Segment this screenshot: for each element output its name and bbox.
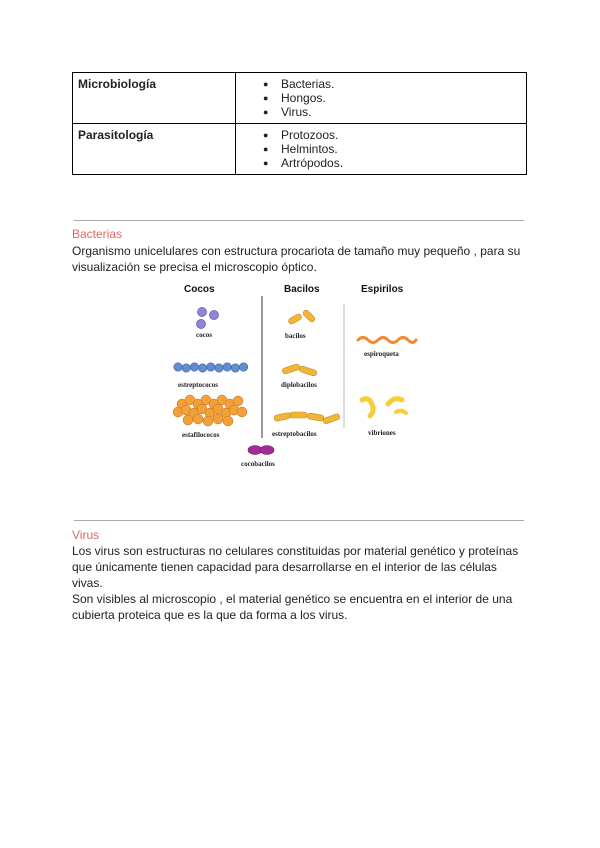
label-espiroqueta: espiroqueta xyxy=(364,350,399,358)
virus-text xyxy=(72,543,530,623)
header-bacilos: Bacilos xyxy=(284,284,320,295)
bacteria-illustration xyxy=(168,280,438,474)
estreptobacilos-shape xyxy=(274,412,341,425)
section-divider xyxy=(74,520,524,521)
header-cocos: Cocos xyxy=(184,284,215,295)
cocobacilos-shape xyxy=(248,446,274,455)
espiroqueta-shape xyxy=(358,338,416,343)
bullet-list xyxy=(241,77,521,119)
virus-paragraph: Son visibles al microscopio , el material genético se encuentra en el interior de una cubierta proteica que es la que da forma a los virus. xyxy=(72,592,513,622)
bacilos-shape xyxy=(287,309,316,325)
header-espirilos: Espirilos xyxy=(361,284,404,295)
table-category: Parasitología xyxy=(73,124,236,175)
label-estreptobacilos: estreptobacilos xyxy=(272,430,317,438)
virus-title: Virus xyxy=(72,528,100,542)
label-bacilos: bacilos xyxy=(285,332,306,340)
table-items-cell xyxy=(236,124,527,175)
table-row xyxy=(73,124,527,175)
label-cocobacilos: cocobacilos xyxy=(241,460,275,468)
estreptococos-shape xyxy=(174,363,248,372)
classification-table xyxy=(72,72,527,175)
table-category: Microbiología xyxy=(73,73,236,124)
bullet-list xyxy=(241,128,521,170)
virus-paragraph: Los virus son estructuras no celulares constituidas por material genético y proteínas que únicamente tienen capacidad para desarrollarse en el interior de las células vivas. xyxy=(72,544,519,590)
bacteria-figure xyxy=(168,280,438,474)
diplobacilos-shape xyxy=(282,363,318,376)
bacterias-paragraph: Organismo unicelulares con estructura procariota de tamaño muy pequeño , para su visualización se precisa el microscopio óptico. xyxy=(72,244,521,274)
section-divider xyxy=(74,220,524,221)
label-vibriones: vibriones xyxy=(368,429,396,437)
label-diplobacilos: diplobacilos xyxy=(281,381,317,389)
list-item: ● Protozoos. xyxy=(281,128,521,142)
label-estafilococos: estafilococos xyxy=(182,431,220,439)
vibriones-shape xyxy=(362,399,406,416)
estafilococos-shape xyxy=(173,395,247,426)
table-items-cell xyxy=(236,73,527,124)
bacterias-title: Bacterias xyxy=(72,227,123,241)
label-cocos: cocos xyxy=(196,331,212,339)
list-item: ● Helmintos. xyxy=(281,142,521,156)
list-item: ● Virus. xyxy=(281,105,521,119)
table-row xyxy=(73,73,527,124)
cocos-shape xyxy=(197,308,219,329)
bacterias-text xyxy=(72,243,530,275)
list-item: ● Artrópodos. xyxy=(281,156,521,170)
list-item: ● Bacterias. xyxy=(281,77,521,91)
label-estreptococos: estreptococos xyxy=(178,381,218,389)
list-item: ● Hongos. xyxy=(281,91,521,105)
